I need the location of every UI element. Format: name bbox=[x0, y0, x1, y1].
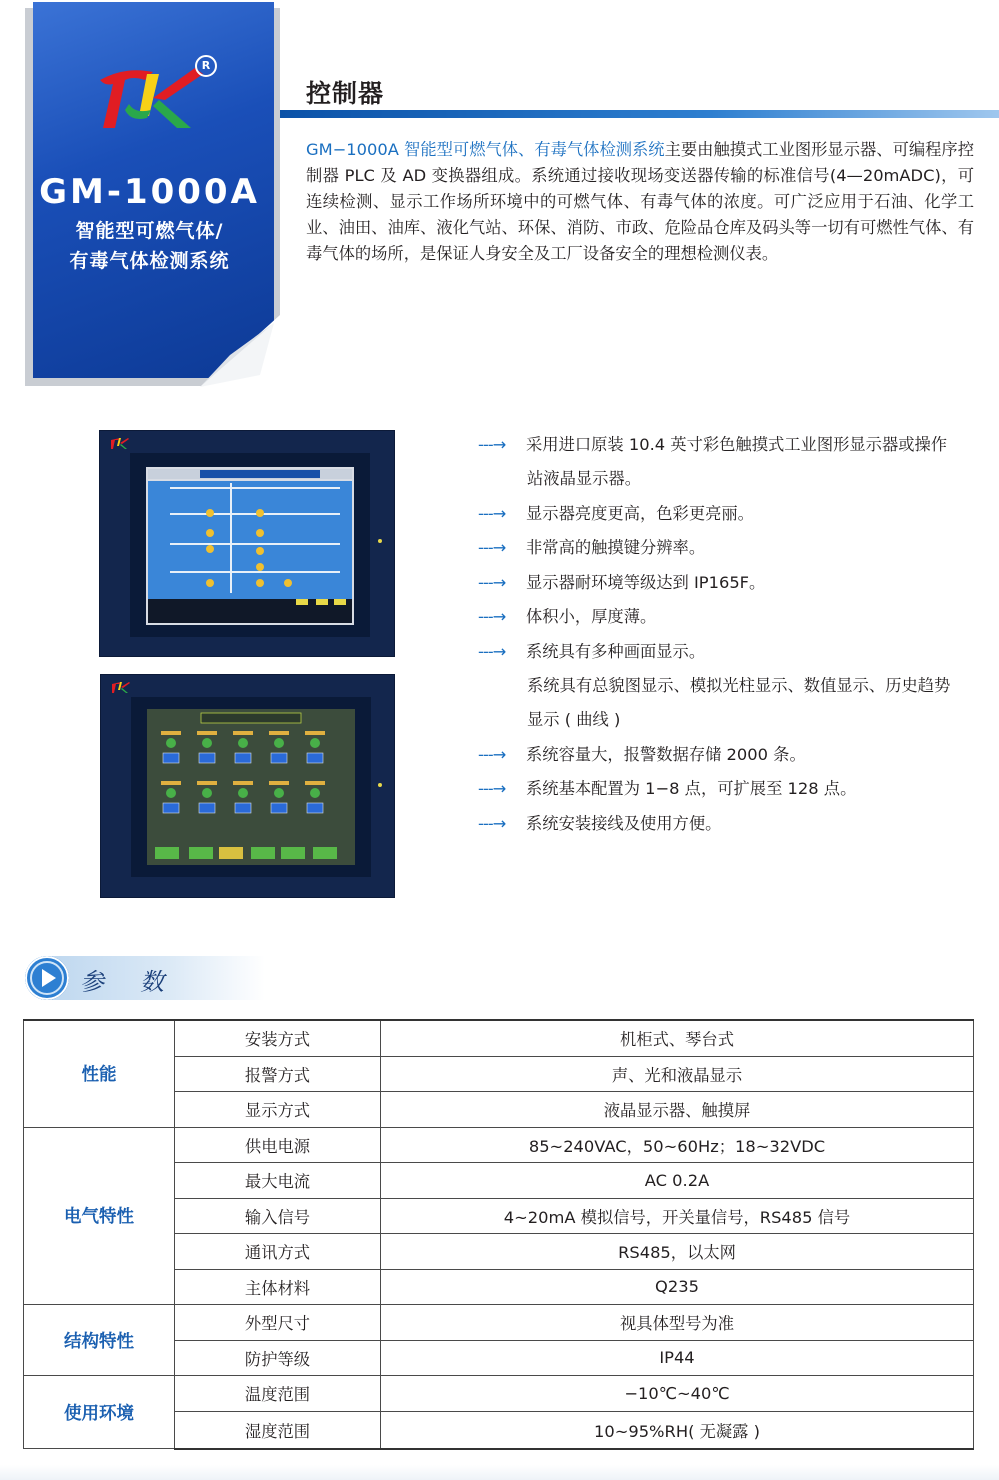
value-cell: RS485，以太网 bbox=[381, 1234, 974, 1270]
arrow-icon: ---→ bbox=[478, 607, 506, 626]
feature-item: ---→ 体积小，厚度薄。 bbox=[478, 607, 657, 626]
feature-item: ---→ 系统安装接线及使用方便。 bbox=[478, 814, 722, 833]
arrow-icon: ---→ bbox=[478, 745, 506, 764]
feature-item-continued: 站液晶显示器。 bbox=[527, 469, 641, 488]
value-cell: IP44 bbox=[381, 1340, 974, 1376]
page-curl-decoration bbox=[200, 315, 280, 387]
params-title: 参 数 bbox=[80, 968, 170, 996]
arrow-icon: ---→ bbox=[478, 573, 506, 592]
item-cell: 通讯方式 bbox=[175, 1234, 381, 1270]
category-cell: 性能 bbox=[24, 1020, 175, 1127]
table-row bbox=[24, 1127, 974, 1163]
intro-body: 主要由触摸式工业图形显示器、可编程序控制器 PLC 及 AD 变换器组成。系统通过接收现场变送器传输的标准信号(4—20mADC)，可连续检测、显示工作场所环境中的可燃气体、有毒气体的浓度。可广泛应用于石油、化学工业、油田、油库、液化气站、环保、消防、市政、危险品仓库及码头等一切有可燃性气体、有毒气体的场所，是保证人身安全及工厂设备安全的理想检测仪表。 bbox=[306, 140, 974, 263]
intro-paragraph bbox=[306, 137, 974, 267]
feature-item: ---→ 显示器耐环境等级达到 IP165F。 bbox=[478, 573, 766, 592]
item-cell: 输入信号 bbox=[175, 1198, 381, 1234]
feature-item: ---→ 系统容量大，报警数据存储 2000 条。 bbox=[478, 745, 806, 764]
bottom-fade bbox=[0, 1465, 999, 1480]
arrow-icon: ---→ bbox=[478, 538, 506, 557]
item-cell: 防护等级 bbox=[175, 1340, 381, 1376]
value-cell: AC 0.2A bbox=[381, 1163, 974, 1199]
feature-item-continued: 显示 ( 曲线 ) bbox=[527, 710, 621, 729]
registered-trademark-icon: R bbox=[195, 55, 217, 77]
section-title: 控制器 bbox=[306, 79, 385, 108]
value-cell: 机柜式、琴台式 bbox=[381, 1020, 974, 1056]
display-photo-values bbox=[100, 674, 395, 898]
cover-subtitle-line1: 智能型可燃气体/ bbox=[75, 220, 224, 242]
arrow-icon: ---→ bbox=[478, 642, 506, 661]
value-cell: 声、光和液晶显示 bbox=[381, 1056, 974, 1092]
arrow-icon: ---→ bbox=[478, 504, 506, 523]
arrow-icon: ---→ bbox=[478, 435, 506, 454]
category-cell: 使用环境 bbox=[24, 1376, 175, 1449]
cover-model-name: GM-1000A bbox=[39, 172, 260, 212]
value-cell: −10℃~40℃ bbox=[381, 1376, 974, 1412]
feature-item: ---→ 非常高的触摸键分辨率。 bbox=[478, 538, 706, 557]
value-cell: 4~20mA 模拟信号，开关量信号，RS485 信号 bbox=[381, 1198, 974, 1234]
feature-item: ---→ 系统基本配置为 1−8 点，可扩展至 128 点。 bbox=[478, 779, 857, 798]
item-cell: 主体材料 bbox=[175, 1269, 381, 1305]
feature-item: ---→ 系统具有多种画面显示。 bbox=[478, 642, 706, 661]
feature-item: ---→ 采用进口原装 10.4 英寸彩色触摸式工业图形显示器或操作 bbox=[478, 435, 948, 454]
table-row bbox=[24, 1305, 974, 1341]
item-cell: 外型尺寸 bbox=[175, 1305, 381, 1341]
feature-item-continued: 系统具有总貌图显示、模拟光柱显示、数值显示、历史趋势 bbox=[527, 676, 951, 695]
table-row bbox=[24, 1020, 974, 1056]
play-icon bbox=[25, 956, 69, 1000]
feature-item: ---→ 显示器亮度更高，色彩更亮丽。 bbox=[478, 504, 754, 523]
indicator-led bbox=[378, 539, 382, 543]
tk-logo-small-icon bbox=[110, 436, 130, 450]
intro-highlight: GM−1000A 智能型可燃气体、有毒气体检测系统 bbox=[306, 140, 665, 159]
cover-subtitle-line2: 有毒气体检测系统 bbox=[69, 250, 230, 272]
hmi-overview-screen bbox=[130, 453, 370, 637]
value-cell: 85~240VAC，50~60Hz；18~32VDC bbox=[381, 1127, 974, 1163]
category-cell: 电气特性 bbox=[24, 1127, 175, 1305]
indicator-led bbox=[378, 783, 382, 787]
item-cell: 温度范围 bbox=[175, 1376, 381, 1412]
item-cell: 显示方式 bbox=[175, 1092, 381, 1128]
value-cell: 10~95%RH( 无凝露 ) bbox=[381, 1411, 974, 1449]
category-cell: 结构特性 bbox=[24, 1305, 175, 1376]
arrow-icon: ---→ bbox=[478, 779, 506, 798]
tk-logo-small-icon bbox=[111, 680, 131, 694]
item-cell: 安装方式 bbox=[175, 1020, 381, 1056]
value-cell: Q235 bbox=[381, 1269, 974, 1305]
item-cell: 报警方式 bbox=[175, 1056, 381, 1092]
display-photo-overview bbox=[99, 430, 395, 657]
item-cell: 湿度范围 bbox=[175, 1411, 381, 1449]
hmi-values-screen bbox=[131, 697, 371, 877]
value-cell: 视具体型号为准 bbox=[381, 1305, 974, 1341]
arrow-icon: ---→ bbox=[478, 814, 506, 833]
params-table bbox=[23, 1019, 974, 1450]
table-row bbox=[24, 1376, 974, 1412]
item-cell: 供电电源 bbox=[175, 1127, 381, 1163]
header-rule bbox=[280, 110, 999, 118]
value-cell: 液晶显示器、触摸屏 bbox=[381, 1092, 974, 1128]
item-cell: 最大电流 bbox=[175, 1163, 381, 1199]
